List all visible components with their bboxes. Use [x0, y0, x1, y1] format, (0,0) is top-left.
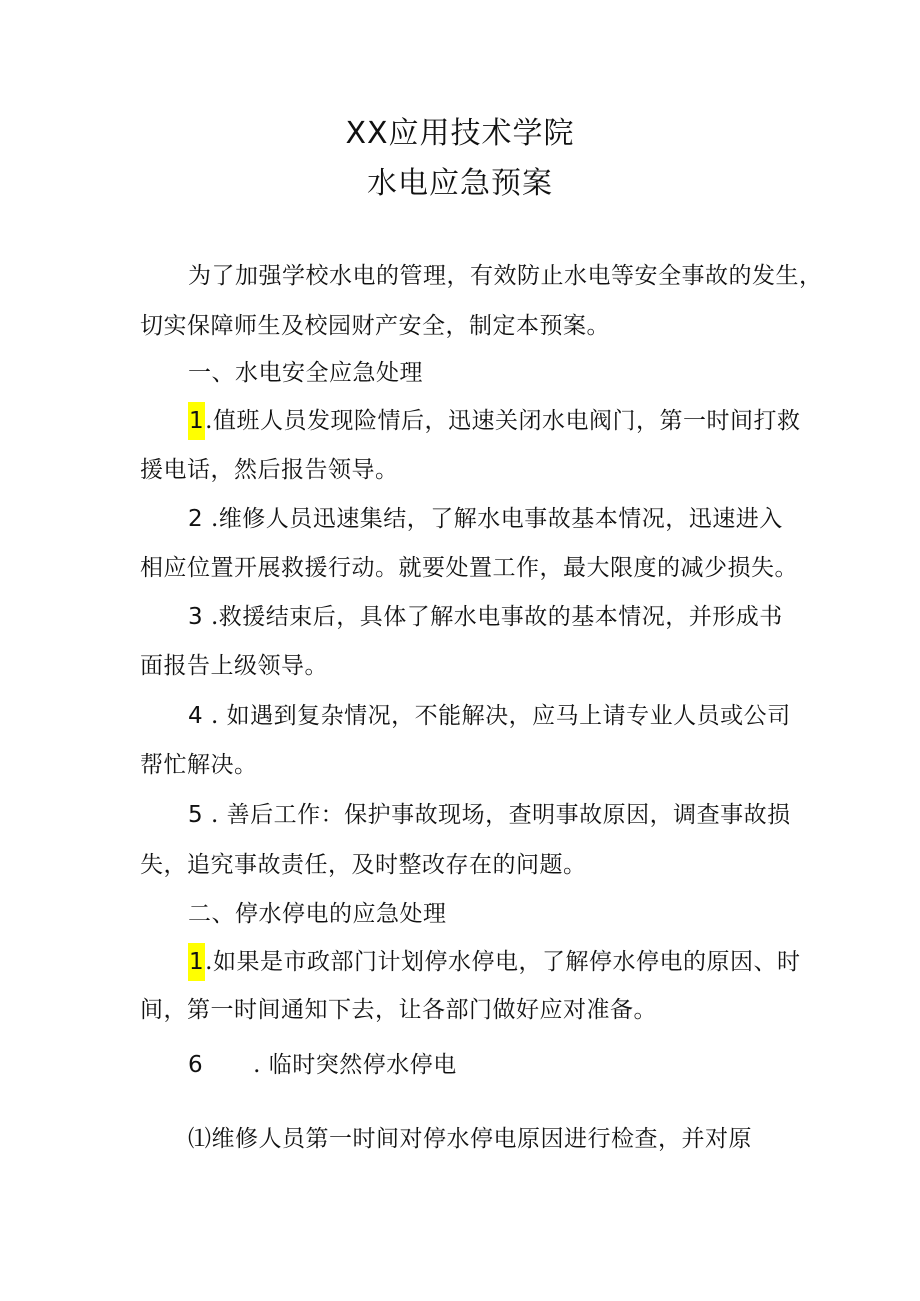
section1-item3-line2: 面报告上级领导。	[140, 653, 328, 679]
section2-heading: 二、停水停电的应急处理	[188, 901, 447, 927]
item-number-highlighted: 1	[188, 943, 205, 981]
intro-line2: 切实保障师生及校园财产安全，制定本预案。	[140, 313, 610, 339]
doc-title-line1: XX应用技术学院	[345, 116, 575, 151]
section1-item2-line2: 相应位置开展救援行动。就要处置工作，最大限度的减少损失。	[140, 555, 798, 581]
section1-item5-line2: 失，追究事故责任，及时整改存在的问题。	[140, 852, 587, 878]
section1-item4-line2: 帮忙解决。	[140, 752, 258, 778]
doc-title-line2: 水电应急预案	[367, 166, 553, 201]
section1-item1-line2: 援电话，然后报告领导。	[140, 457, 399, 483]
item-number: 4	[188, 703, 204, 729]
section1-item3-line1	[188, 601, 783, 633]
section1-item5-line1	[188, 799, 791, 831]
section2-item1-line1	[188, 946, 800, 978]
item-number: 5	[188, 802, 204, 828]
item-number-highlighted: 1	[188, 402, 205, 440]
section2-item6	[188, 1049, 457, 1081]
section2-item1-line2: 间，第一时间通知下去，让各部门做好应对准备。	[140, 997, 657, 1023]
section1-item2-line1	[188, 503, 783, 535]
item-text: .如果是市政部门计划停水停电，了解停水停电的原因、时	[205, 949, 801, 975]
item-text: . 如遇到复杂情况，不能解决，应马上请专业人员或公司	[203, 703, 791, 729]
section2-sub1-line1: ⑴维修人员第一时间对停水停电原因进行检查，并对原	[188, 1126, 752, 1152]
section1-item1-line1	[188, 405, 800, 437]
item-text: . 临时突然停水停电	[253, 1052, 457, 1078]
item-number: 2	[188, 506, 204, 532]
item-text: . 善后工作：保护事故现场，查明事故原因，调查事故损	[203, 802, 791, 828]
item-number: 3	[188, 604, 204, 630]
section1-heading: 一、水电安全应急处理	[188, 360, 423, 386]
intro-line1: 为了加强学校水电的管理，有效防止水电等安全事故的发生，	[188, 263, 823, 289]
item-number: 6	[188, 1052, 204, 1078]
item-text: .值班人员发现险情后，迅速关闭水电阀门，第一时间打救	[205, 408, 801, 434]
item-text: .救援结束后，具体了解水电事故的基本情况，并形成书	[203, 604, 783, 630]
item-text: .维修人员迅速集结，了解水电事故基本情况，迅速进入	[203, 506, 783, 532]
section1-item4-line1	[188, 700, 791, 732]
